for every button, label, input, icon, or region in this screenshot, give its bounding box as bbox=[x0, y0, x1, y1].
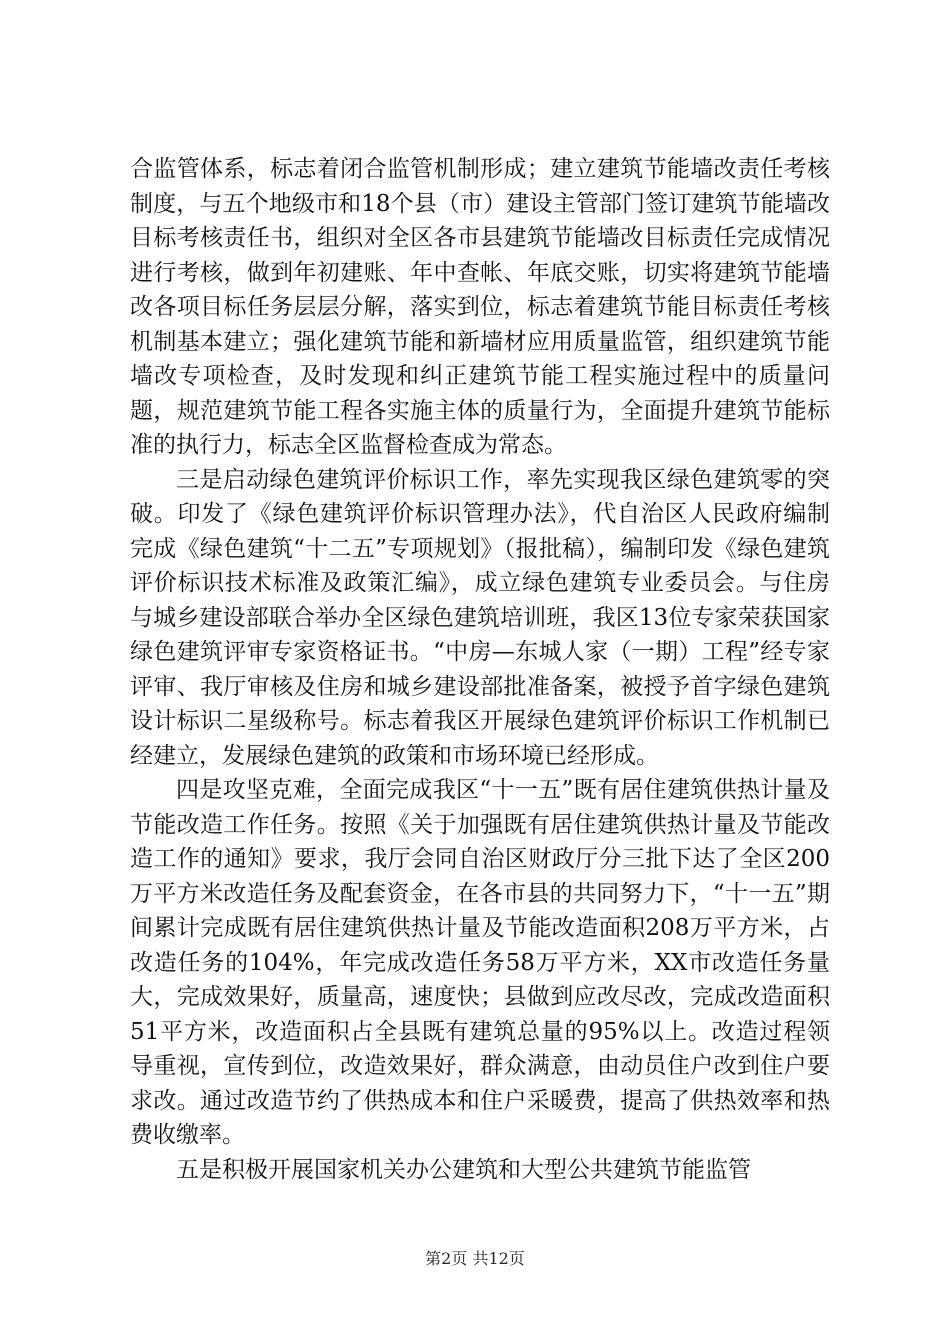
document-body bbox=[130, 152, 830, 1187]
page-footer: 第2页 共12页 bbox=[425, 1249, 525, 1268]
paragraph-2: 三是启动绿色建筑评价标识工作，率先实现我区绿色建筑零的突破。印发了《绿色建筑评价标识管理办法》，代自治区人民政府编制完成《绿色建筑“十二五”专项规划》（报批稿），编制印发《绿色建筑评价标识技术标准及政策汇编》，成立绿色建筑专业委员会。与住房与城乡建设部联合举办全区绿色建筑培训班，我区13位专家荣获国家绿色建筑评审专家资格证书。“中房—东城人家（一期）工程”经专家评审、我厅审核及住房和城乡建设部批准备案，被授予首字绿色建筑设计标识二星级称号。标志着我区开展绿色建筑评价标识工作机制已经建立，发展绿色建筑的政策和市场环境已经形成。 bbox=[130, 466, 830, 769]
paragraph-1: 合监管体系，标志着闭合监管机制形成；建立建筑节能墙改责任考核制度，与五个地级市和18个县（市）建设主管部门签订建筑节能墙改目标考核责任书，组织对全区各市县建筑节能墙改目标责任完成情况进行考核，做到年初建账、年中查帐、年底交账，切实将建筑节能墙改各项目标任务层层分解，落实到位，标志着建筑节能目标责任考核机制基本建立；强化建筑节能和新墙材应用质量监管，组织建筑节能墙改专项检查，及时发现和纠正建筑节能工程实施过程中的质量问题，规范建筑节能工程各实施主体的质量行为，全面提升建筑节能标准的执行力，标志全区监督检查成为常态。 bbox=[130, 156, 830, 458]
paragraph-4: 五是积极开展国家机关办公建筑和大型公共建筑节能监管 bbox=[176, 1156, 751, 1183]
paragraph-3: 四是攻坚克难，全面完成我区“十一五”既有居住建筑供热计量及节能改造工作任务。按照《关于加强既有居住建筑供热计量及节能改造工作的通知》要求，我厅会同自治区财政厅分三批下达了全区200万平方米改造任务及配套资金，在各市县的共同努力下，“十一五”期间累计完成既有居住建筑供热计量及节能改造面积208万平方米，占改造任务的104%，年完成改造任务58万平方米，XX市改造任务量大，完成效果好，质量高，速度快；县做到应改尽改，完成改造面积51平方米，改造面积占全县既有建筑总量的95%以上。改造过程领导重视，宣传到位，改造效果好，群众满意，由动员住户改到住户要求改。通过改造节约了供热成本和住户采暖费，提高了供热效率和热费收缴率。 bbox=[130, 777, 830, 1148]
